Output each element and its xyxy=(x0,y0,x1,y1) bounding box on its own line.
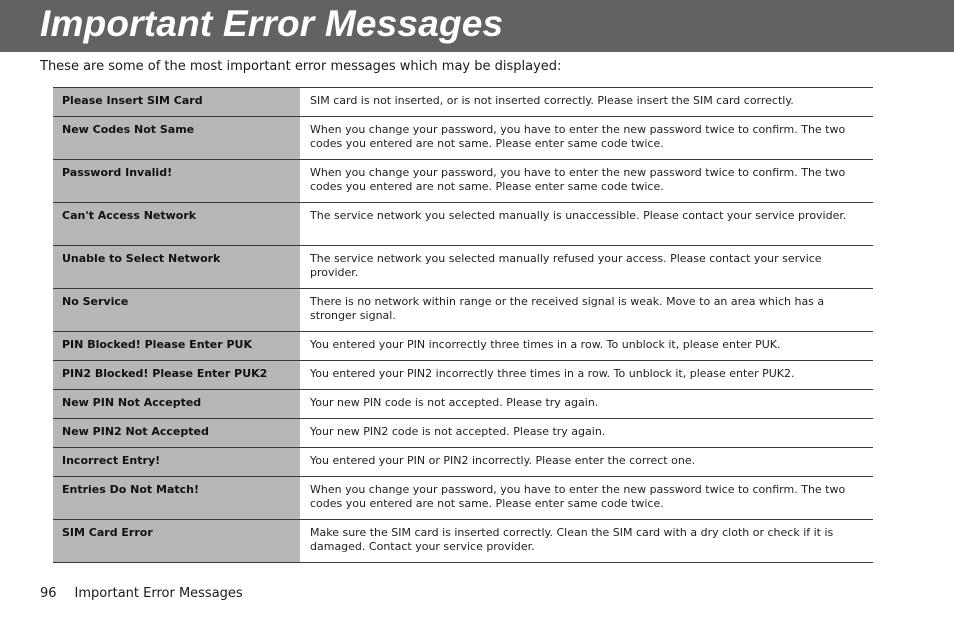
error-message-name: New PIN2 Not Accepted xyxy=(53,419,300,448)
table-row xyxy=(53,117,873,160)
error-message-name: SIM Card Error xyxy=(53,520,300,563)
table-row xyxy=(53,419,873,448)
table-row xyxy=(53,390,873,419)
error-message-description: You entered your PIN incorrectly three times in a row. To unblock it, please enter PUK. xyxy=(310,338,781,351)
error-messages-table xyxy=(53,87,873,563)
table-row xyxy=(53,448,873,477)
table-row xyxy=(53,246,873,289)
intro-text: These are some of the most important error messages which may be displayed: xyxy=(40,59,562,74)
table-row xyxy=(53,477,873,520)
error-message-name: New Codes Not Same xyxy=(53,117,300,160)
error-message-description: When you change your password, you have to enter the new password twice to confirm. The two codes you entered are not same. Please enter same code twice. xyxy=(310,123,846,151)
error-message-description: Make sure the SIM card is inserted correctly. Clean the SIM card with a dry cloth or check if it is damaged. Contact your service provider. xyxy=(310,526,834,554)
footer-section-title: Important Error Messages xyxy=(74,586,243,601)
error-message-description: The service network you selected manually refused your access. Please contact your service provider. xyxy=(310,252,822,280)
error-message-name: New PIN Not Accepted xyxy=(53,390,300,419)
error-message-description: When you change your password, you have to enter the new password twice to confirm. The two codes you entered are not same. Please enter same code twice. xyxy=(310,483,846,511)
error-message-description: You entered your PIN2 incorrectly three times in a row. To unblock it, please enter PUK2. xyxy=(310,367,795,380)
page-title: Important Error Messages xyxy=(40,3,504,44)
table-row xyxy=(53,332,873,361)
error-message-description: Your new PIN2 code is not accepted. Please try again. xyxy=(310,425,606,438)
table-row xyxy=(53,361,873,390)
error-message-description: When you change your password, you have to enter the new password twice to confirm. The two codes you entered are not same. Please enter same code twice. xyxy=(310,166,846,194)
error-message-description: You entered your PIN or PIN2 incorrectly. Please enter the correct one. xyxy=(310,454,696,467)
error-message-name: Entries Do Not Match! xyxy=(53,477,300,520)
error-message-name: No Service xyxy=(53,289,300,332)
error-message-name: Password Invalid! xyxy=(53,160,300,203)
error-message-name: Please Insert SIM Card xyxy=(53,88,300,117)
table-row xyxy=(53,520,873,563)
page-footer xyxy=(40,585,243,603)
error-message-description: The service network you selected manually is unaccessible. Please contact your service provider. xyxy=(310,209,847,222)
error-message-description: Your new PIN code is not accepted. Please try again. xyxy=(310,396,599,409)
error-message-name: Can't Access Network xyxy=(53,203,300,246)
table-row xyxy=(53,289,873,332)
error-message-name: PIN Blocked! Please Enter PUK xyxy=(53,332,300,361)
page-number: 96 xyxy=(40,586,57,601)
title-bar xyxy=(0,0,954,52)
error-message-description: There is no network within range or the received signal is weak. Move to an area which has a stronger signal. xyxy=(310,295,825,323)
error-message-description: SIM card is not inserted, or is not inserted correctly. Please insert the SIM card correctly. xyxy=(310,94,794,107)
error-message-name: Incorrect Entry! xyxy=(53,448,300,477)
table-row xyxy=(53,203,873,246)
error-message-name: PIN2 Blocked! Please Enter PUK2 xyxy=(53,361,300,390)
error-message-name: Unable to Select Network xyxy=(53,246,300,289)
table-row xyxy=(53,160,873,203)
table-row xyxy=(53,88,873,117)
